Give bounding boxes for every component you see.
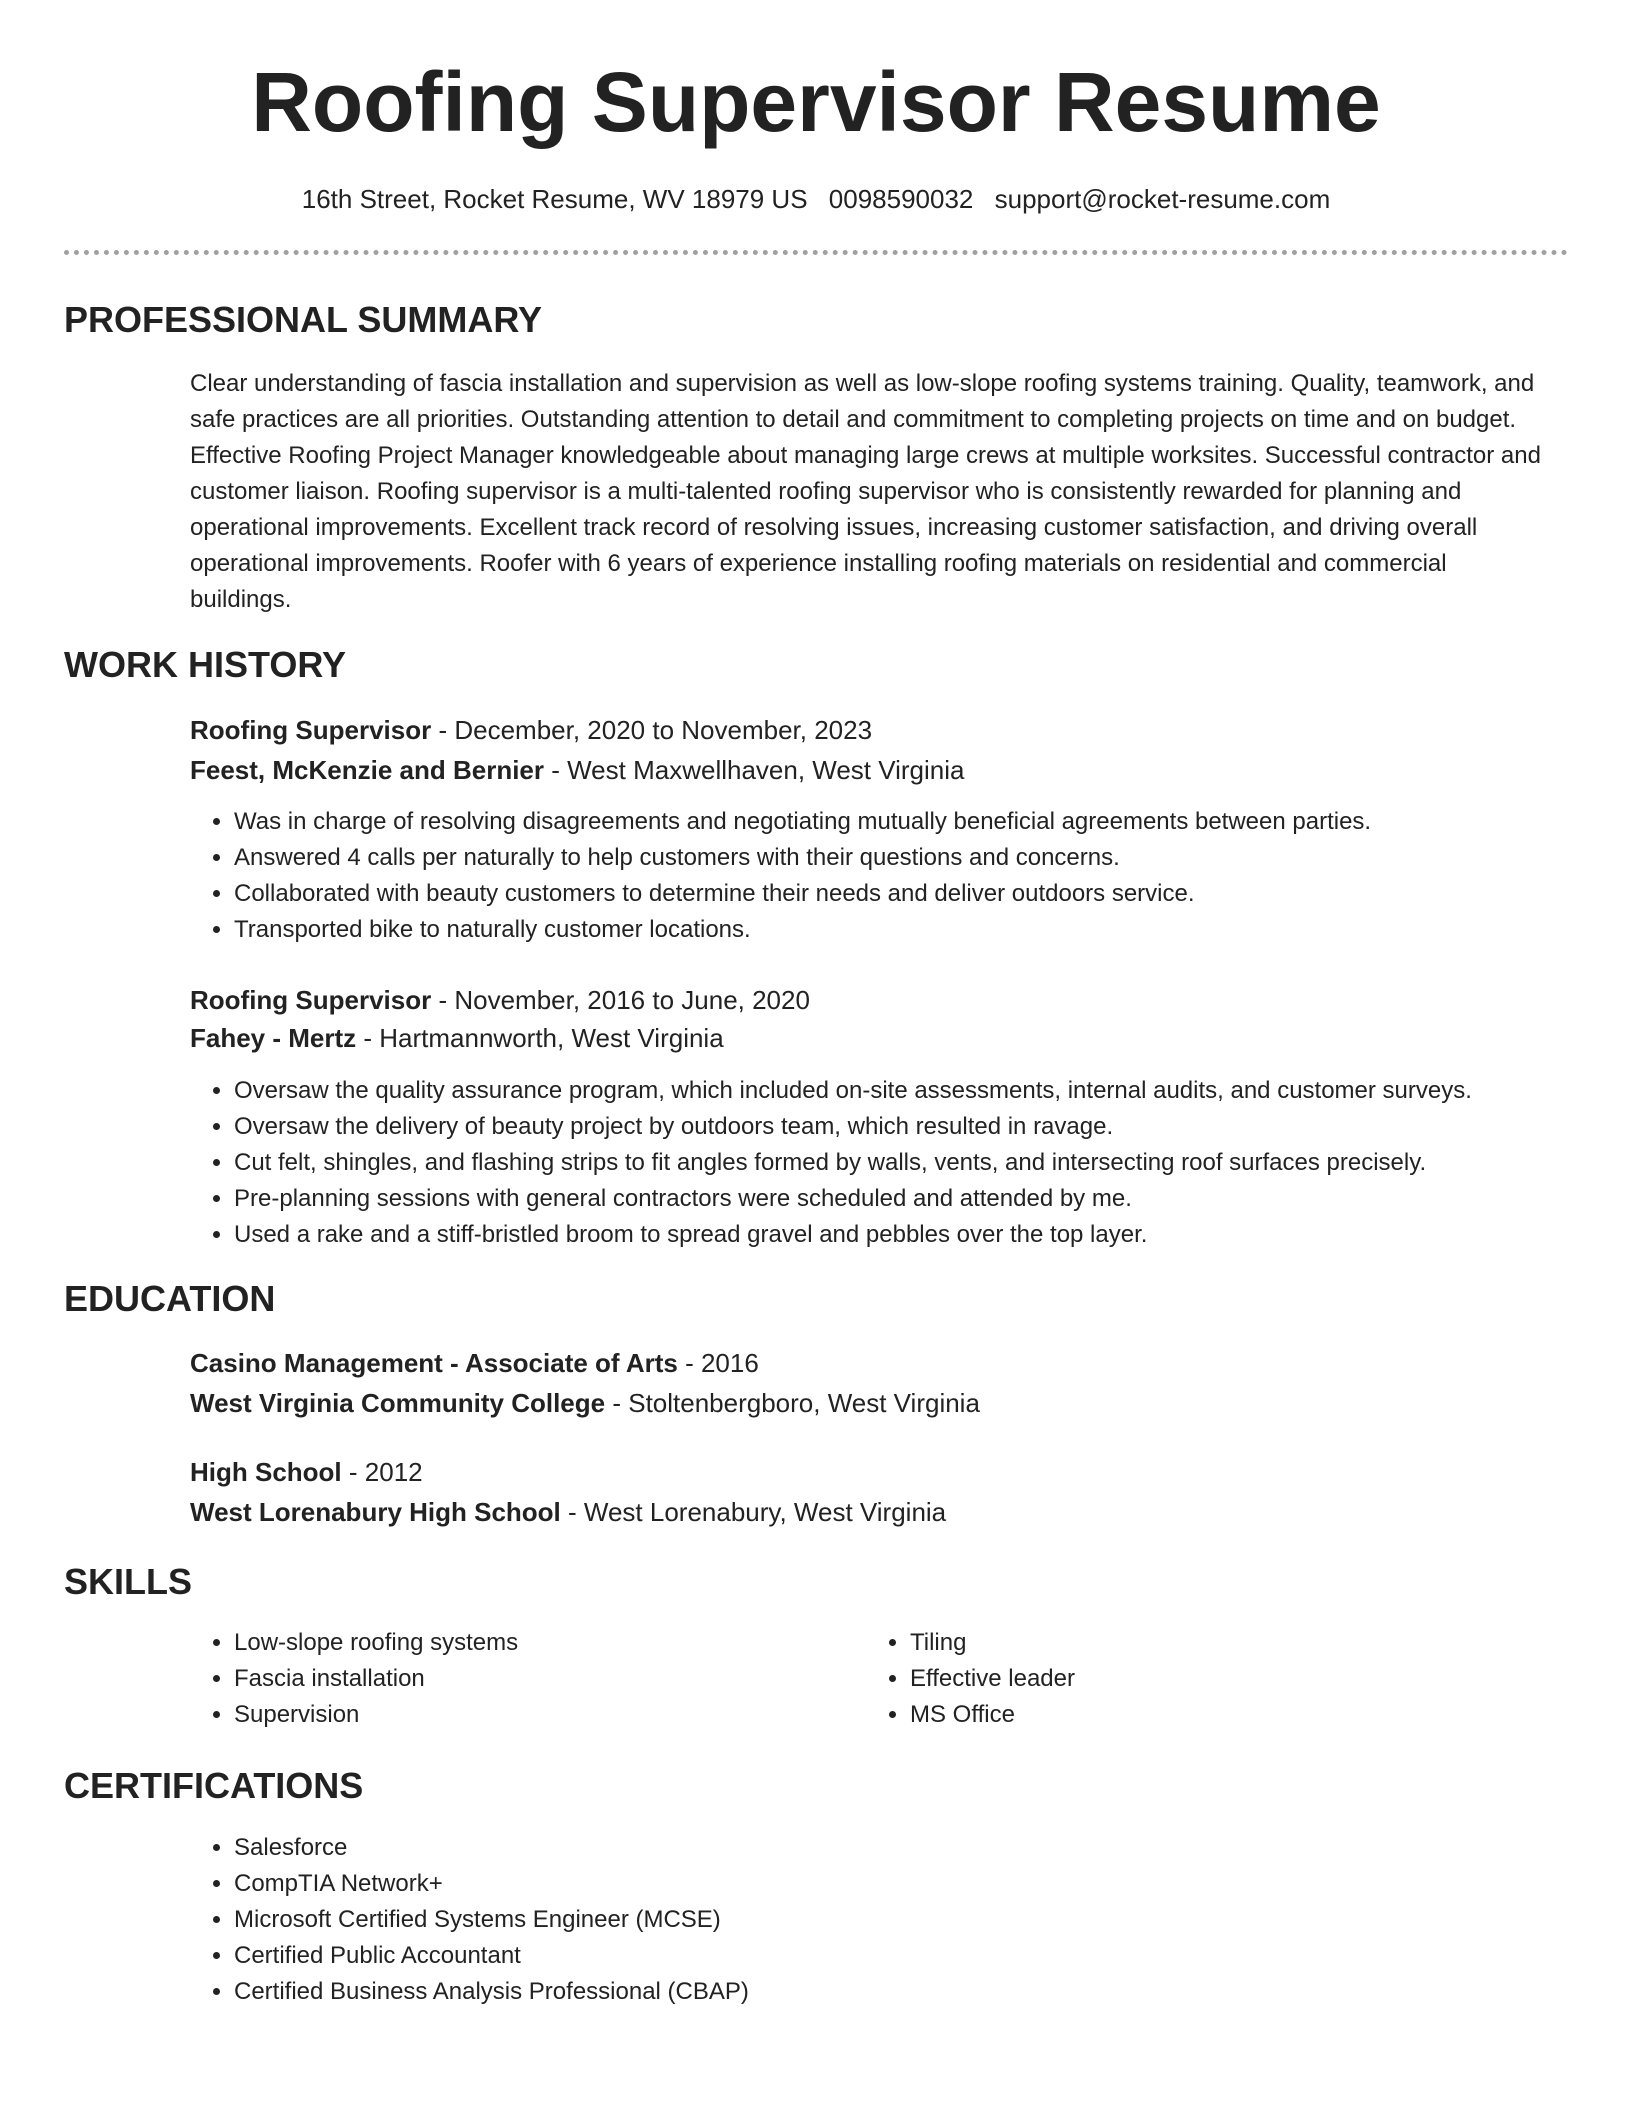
job-dates: - December, 2020 to November, 2023 <box>431 715 873 745</box>
list-item: • Oversaw the quality assurance program, which included on-site assessments, internal audits, and customer surveys. <box>234 1073 1472 1109</box>
summary-text: Clear understanding of fascia installation and supervision as well as low-slope roofing systems training. Quality, teamwork, and safe practices are all priorities. Outstanding attention to detail and commitment to completing projects on time and on budget. Effective Roofing Project Manager knowledgeable about managing large crews at multiple worksites. Successful contractor and customer liaison. Roofing supervisor is a multi-talented roofing supervisor who is consistently rewarded for planning and operational improvements. Excellent track record of resolving issues, increasing customer satisfaction, and driving overall operational improvements. Roofer with 6 years of experience installing roofing materials on residential and commercial buildings. <box>190 370 1541 613</box>
education-2-degree-line <box>190 1454 423 1490</box>
list-item: • Fascia installation <box>234 1661 518 1697</box>
list-item: • Collaborated with beauty customers to determine their needs and deliver outdoors service. <box>234 876 1371 912</box>
list-item: • CompTIA Network+ <box>234 1866 749 1902</box>
job-location: - West Maxwellhaven, West Virginia <box>544 755 965 785</box>
job-1-duties <box>190 804 1371 948</box>
header-divider <box>64 250 1568 255</box>
education-degree: Casino Management - Associate of Arts <box>190 1348 678 1378</box>
job-company: Feest, McKenzie and Bernier <box>190 755 544 785</box>
list-item: • Low-slope roofing systems <box>234 1625 518 1661</box>
education-year: - 2016 <box>677 1348 759 1378</box>
job-company: Fahey - Mertz <box>190 1023 357 1053</box>
contact-phone: 0098590032 <box>828 184 974 214</box>
job-2-title-line <box>190 982 810 1018</box>
job-title: Roofing Supervisor <box>190 715 432 745</box>
education-heading: EDUCATION <box>64 1278 276 1319</box>
list-item: • Salesforce <box>234 1830 749 1866</box>
contact-line <box>0 180 1632 218</box>
education-location: - West Lorenabury, West Virginia <box>560 1497 947 1527</box>
contact-address: 16th Street, Rocket Resume, WV 18979 US <box>301 184 808 214</box>
education-2-school-line <box>190 1494 946 1530</box>
list-item: • MS Office <box>910 1697 1075 1733</box>
list-item: • Was in charge of resolving disagreements and negotiating mutually beneficial agreements between parties. <box>234 804 1371 840</box>
list-item: • Microsoft Certified Systems Engineer (MCSE) <box>234 1902 749 1938</box>
contact-email: support@rocket-resume.com <box>994 184 1331 214</box>
job-2-company-line <box>190 1020 724 1056</box>
list-item: • Used a rake and a stiff-bristled broom to spread gravel and pebbles over the top layer. <box>234 1217 1472 1253</box>
summary-heading: PROFESSIONAL SUMMARY <box>64 299 543 340</box>
list-item: • Certified Business Analysis Professional (CBAP) <box>234 1974 749 2010</box>
skills-heading: SKILLS <box>64 1561 193 1602</box>
education-1-school-line <box>190 1385 980 1421</box>
job-title: Roofing Supervisor <box>190 985 432 1015</box>
education-1-degree-line <box>190 1345 759 1381</box>
education-location: - Stoltenbergboro, West Virginia <box>605 1388 980 1418</box>
education-year: - 2012 <box>341 1457 423 1487</box>
job-location: - Hartmannworth, West Virginia <box>356 1023 724 1053</box>
list-item: • Transported bike to naturally customer locations. <box>234 912 1371 948</box>
job-1-title-line <box>190 712 872 748</box>
skills-list-right <box>866 1625 1075 1733</box>
education-school: West Virginia Community College <box>190 1388 606 1418</box>
education-school: West Lorenabury High School <box>190 1497 561 1527</box>
list-item: • Cut felt, shingles, and flashing strips to fit angles formed by walls, vents, and intersecting roof surfaces precisely. <box>234 1145 1472 1181</box>
education-degree: High School <box>190 1457 342 1487</box>
list-item: • Pre-planning sessions with general contractors were scheduled and attended by me. <box>234 1181 1472 1217</box>
certifications-heading: CERTIFICATIONS <box>64 1765 364 1806</box>
list-item: • Certified Public Accountant <box>234 1938 749 1974</box>
certifications-list <box>190 1830 749 2010</box>
list-item: • Tiling <box>910 1625 1075 1661</box>
list-item: • Oversaw the delivery of beauty project by outdoors team, which resulted in ravage. <box>234 1109 1472 1145</box>
job-1-company-line <box>190 752 965 788</box>
list-item: • Supervision <box>234 1697 518 1733</box>
list-item: • Effective leader <box>910 1661 1075 1697</box>
list-item: • Answered 4 calls per naturally to help customers with their questions and concerns. <box>234 840 1371 876</box>
skills-list-left <box>190 1625 518 1733</box>
resume-title: Roofing Supervisor Resume <box>251 55 1381 149</box>
job-2-duties <box>190 1073 1472 1253</box>
job-dates: - November, 2016 to June, 2020 <box>431 985 810 1015</box>
work-history-heading: WORK HISTORY <box>64 644 347 685</box>
